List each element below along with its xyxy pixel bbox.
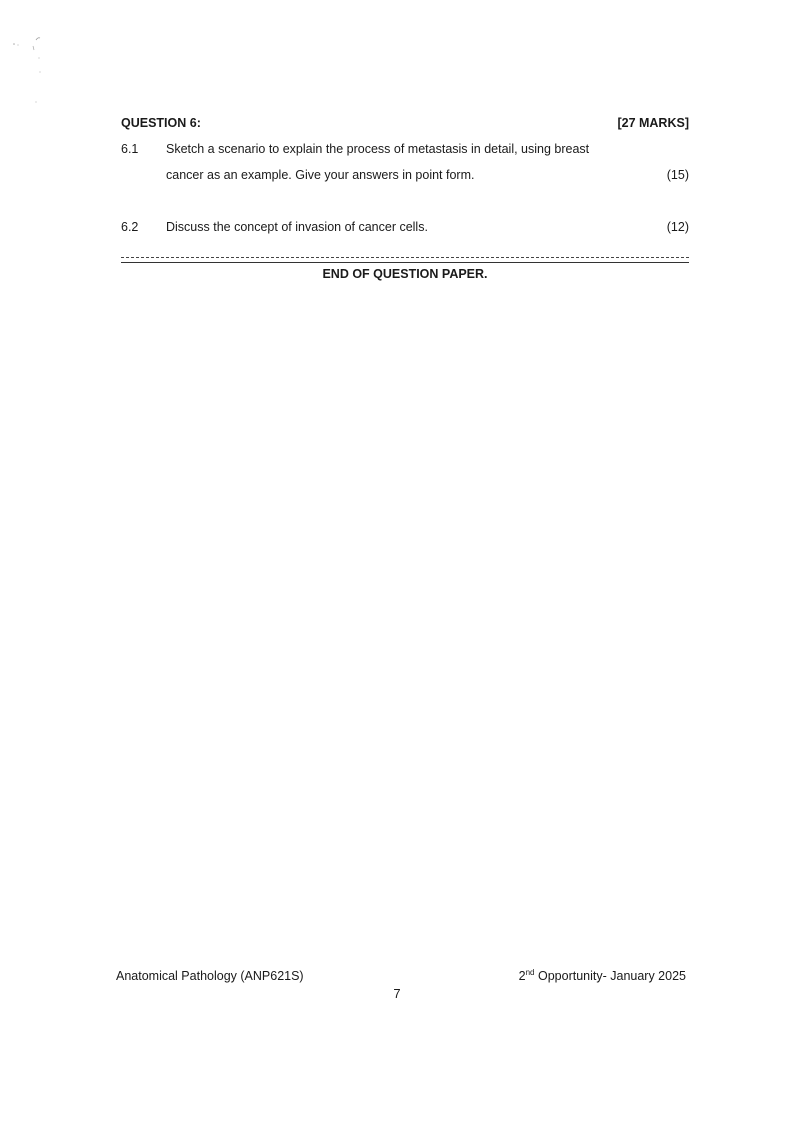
item-text-line: cancer as an example. Give your answers in point form. <box>166 168 475 182</box>
item-text <box>166 214 636 240</box>
question-header <box>121 116 689 134</box>
item-text <box>166 136 636 188</box>
solid-rule <box>121 262 689 263</box>
page-number: 7 <box>393 986 401 1001</box>
end-of-paper-note: END OF QUESTION PAPER. <box>322 267 488 281</box>
footer-opportunity <box>519 969 686 983</box>
item-score: (15) <box>666 168 689 182</box>
item-text-line: Discuss the concept of invasion of cancer cells. <box>166 220 428 234</box>
footer-course: Anatomical Pathology (ANP621S) <box>116 969 304 983</box>
opportunity-number: 2 <box>518 969 526 983</box>
item-score: (12) <box>666 220 689 234</box>
question-item-6-1 <box>121 136 689 188</box>
opportunity-text: Opportunity- January 2025 <box>534 969 686 983</box>
opportunity-ordinal: nd <box>525 968 535 977</box>
end-divider <box>121 257 689 265</box>
item-number: 6.1 <box>121 142 139 156</box>
question-title: QUESTION 6: <box>121 116 201 130</box>
dashed-rule <box>121 257 689 258</box>
item-text-line: Sketch a scenario to explain the process of metastasis in detail, using breast <box>166 142 590 156</box>
question-item-6-2 <box>121 214 689 240</box>
page-footer <box>116 969 686 987</box>
question-total-marks: [27 MARKS] <box>617 116 689 130</box>
item-number: 6.2 <box>121 220 139 234</box>
scan-speck-marks <box>6 32 46 112</box>
